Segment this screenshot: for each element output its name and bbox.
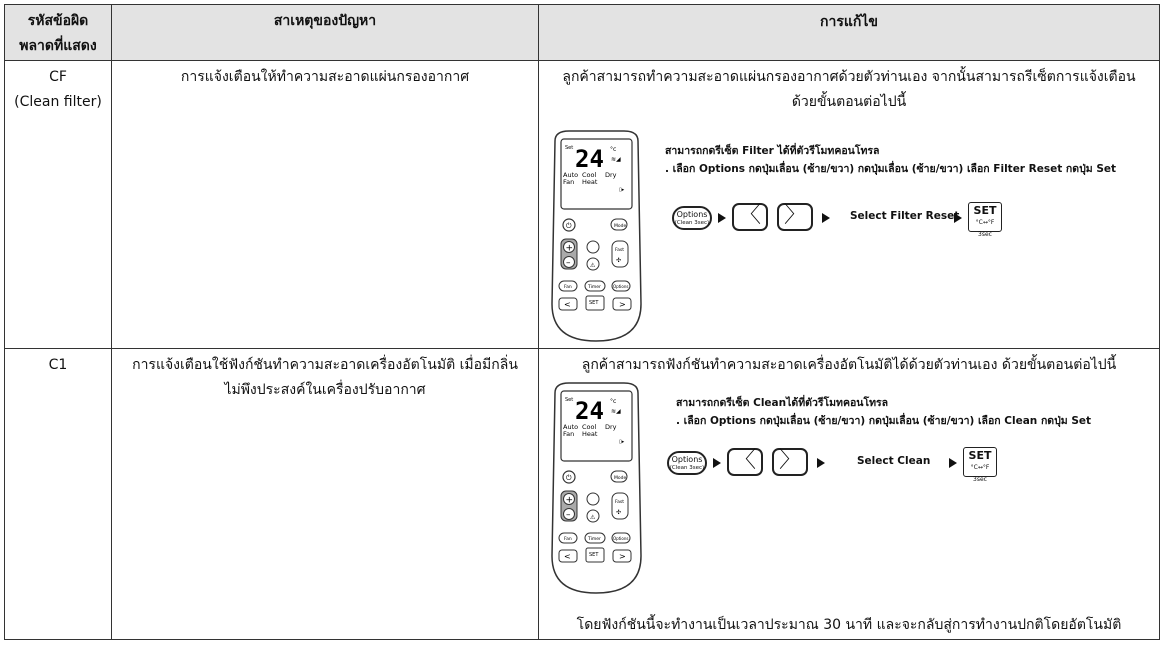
set-button-label: SET bbox=[589, 552, 599, 558]
screen-mode-cool: Cool bbox=[582, 171, 597, 179]
screen-mode-heat: Heat bbox=[582, 178, 598, 186]
footnote-text: โดยฟังก์ชันนี้จะทำงานเป็นเวลาประมาณ 30 นาที และจะกลับสู่การทำงานปกติโดยอัตโนมัติ bbox=[576, 617, 1122, 633]
screen-temperature: 24 bbox=[575, 397, 604, 425]
header-code bbox=[5, 5, 112, 61]
left-nav-button-illustration: 〈 bbox=[732, 203, 768, 231]
code-cell bbox=[5, 349, 112, 640]
header-code-line1: รหัสข้อผิด bbox=[27, 13, 89, 29]
screen-mode-fan: Fan bbox=[563, 178, 575, 186]
instruction-line1: สามารถกดรีเซ็ต Filter ได้ที่ตัวรีโมทคอนโทรล bbox=[665, 145, 880, 157]
arrow-right-icon bbox=[713, 458, 721, 468]
remote-mode-label: Mode bbox=[614, 224, 627, 229]
set-button-illustration bbox=[963, 447, 997, 483]
set-label: SET bbox=[973, 204, 997, 217]
options-button-label: Options bbox=[613, 536, 629, 541]
screen-indicator-icon: ▯▸ bbox=[619, 439, 625, 445]
set-label: SET bbox=[968, 449, 992, 462]
power-symbol-icon: ⏻ bbox=[566, 222, 572, 230]
set-button-illustration bbox=[968, 202, 1002, 238]
power-symbol-icon: ⏻ bbox=[566, 474, 572, 482]
options-label: Options bbox=[671, 455, 703, 464]
plus-icon: + bbox=[565, 495, 574, 506]
code-cell bbox=[5, 61, 112, 349]
timer-button-label: Timer bbox=[588, 285, 601, 290]
set-button-label: SET bbox=[589, 300, 599, 306]
options-button-illustration bbox=[672, 206, 712, 230]
cause-cell bbox=[112, 61, 539, 349]
instruction-line1: สามารถกดรีเซ็ต Cleanได้ที่ตัวรีโมทคอนโทรล bbox=[676, 397, 889, 409]
header-fix bbox=[539, 5, 1160, 61]
error-code: C1 bbox=[48, 357, 68, 373]
arrow-right-icon bbox=[949, 458, 957, 468]
header-cause-label: สาเหตุของปัญหา bbox=[273, 13, 377, 29]
instruction-block bbox=[676, 394, 1091, 430]
screen-mode-dry: Dry bbox=[605, 423, 617, 431]
plus-icon: + bbox=[565, 243, 574, 254]
chevron-right-icon: > bbox=[619, 300, 626, 309]
left-nav-button-illustration: 〈 bbox=[727, 448, 763, 476]
header-code-line2: พลาดที่แสดง bbox=[19, 38, 97, 54]
fan-speed-icon: ≋◢ bbox=[611, 156, 621, 163]
fan-button-label: Fan bbox=[564, 285, 572, 290]
swing-button-icon bbox=[587, 493, 599, 505]
cause-cell bbox=[112, 349, 539, 640]
fix-text-line2: ด้วยขั้นตอนต่อไปนี้ bbox=[791, 94, 907, 110]
screen-mode-auto: Auto bbox=[563, 171, 579, 179]
header-row bbox=[5, 5, 1160, 61]
cause-text: การแจ้งเตือนให้ทำความสะอาดแผ่นกรองอากาศ bbox=[180, 69, 470, 85]
fan-button-label: Fan bbox=[564, 537, 572, 542]
warning-icon: ⚠ bbox=[590, 514, 596, 521]
fan-icon: ✣ bbox=[616, 509, 622, 516]
screen-set-label: Set bbox=[565, 145, 574, 151]
table-row bbox=[5, 61, 1160, 349]
right-nav-button-illustration: 〉 bbox=[772, 448, 808, 476]
screen-mode-heat: Heat bbox=[582, 430, 598, 438]
instruction-block bbox=[665, 142, 1116, 178]
set-sub-label: °C↔°F 3sec bbox=[975, 219, 995, 238]
minus-icon: – bbox=[566, 258, 571, 268]
set-sub-label: °C↔°F 3sec bbox=[970, 464, 990, 483]
options-button-illustration bbox=[667, 451, 707, 475]
fan-speed-icon: ≋◢ bbox=[611, 408, 621, 415]
arrow-right-icon bbox=[817, 458, 825, 468]
remote-control-illustration bbox=[549, 129, 644, 343]
error-code-sub: (Clean filter) bbox=[14, 94, 102, 110]
timer-button-label: Timer bbox=[588, 537, 601, 542]
fast-button-label: Fast bbox=[615, 500, 625, 505]
error-code: CF bbox=[49, 69, 67, 85]
table-row bbox=[5, 349, 1160, 640]
screen-temperature: 24 bbox=[575, 145, 604, 173]
remote-mode-label: Mode bbox=[614, 476, 627, 481]
screen-mode-dry: Dry bbox=[605, 171, 617, 179]
fan-icon: ✣ bbox=[616, 257, 622, 264]
screen-indicator-icon: ▯▸ bbox=[619, 187, 625, 193]
fix-cell bbox=[539, 61, 1160, 349]
chevron-left-icon: < bbox=[564, 300, 571, 309]
remote-control-illustration bbox=[549, 381, 644, 595]
button-sequence bbox=[672, 202, 1022, 238]
screen-unit: °c bbox=[610, 146, 617, 153]
options-sub-label: (Clean 3sec) bbox=[669, 465, 705, 471]
chevron-right-icon: > bbox=[619, 552, 626, 561]
swing-button-icon bbox=[587, 241, 599, 253]
minus-icon: – bbox=[566, 510, 571, 520]
options-sub-label: (Clean 3sec) bbox=[674, 220, 710, 226]
chevron-left-icon: < bbox=[564, 552, 571, 561]
screen-mode-fan: Fan bbox=[563, 430, 575, 438]
screen-mode-cool: Cool bbox=[582, 423, 597, 431]
screen-unit: °c bbox=[610, 398, 617, 405]
fix-text-line1: ลูกค้าสามารถทำความสะอาดแผ่นกรองอากาศด้วยตัวท่านเอง จากนั้นสามารถรีเซ็ตการแจ้งเตือน bbox=[562, 69, 1136, 85]
options-button-label: Options bbox=[613, 284, 629, 289]
fix-cell bbox=[539, 349, 1160, 640]
button-sequence bbox=[667, 447, 1017, 483]
instruction-line2: . เลือก Options กดปุ่มเลื่อน (ซ้าย/ขวา) กดปุ่มเลื่อน (ซ้าย/ขวา) เลือก Clean กดปุ่ม Set bbox=[676, 415, 1092, 427]
cause-text-line2: ไม่พึงประสงค์ในเครื่องปรับอากาศ bbox=[224, 382, 426, 398]
options-label: Options bbox=[676, 210, 708, 219]
screen-mode-auto: Auto bbox=[563, 423, 579, 431]
instruction-line2: . เลือก Options กดปุ่มเลื่อน (ซ้าย/ขวา) กดปุ่มเลื่อน (ซ้าย/ขวา) เลือก Filter Reset กดปุ่ม Set bbox=[665, 163, 1117, 175]
fast-button-label: Fast bbox=[615, 248, 625, 253]
screen-set-label: Set bbox=[565, 397, 574, 403]
select-step-text: Select Filter Reset bbox=[850, 210, 960, 222]
error-code-table bbox=[4, 4, 1160, 640]
arrow-right-icon bbox=[954, 213, 962, 223]
header-cause bbox=[112, 5, 539, 61]
select-step-text: Select Clean bbox=[857, 455, 931, 467]
cause-text-line1: การแจ้งเตือนใช้ฟังก์ชันทำความสะอาดเครื่องอัตโนมัติ เมื่อมีกลิ่น bbox=[132, 357, 518, 373]
arrow-right-icon bbox=[822, 213, 830, 223]
arrow-right-icon bbox=[718, 213, 726, 223]
fix-text-line1: ลูกค้าสามารถฟังก์ชันทำความสะอาดเครื่องอัตโนมัติได้ด้วยตัวท่านเอง ด้วยขั้นตอนต่อไปนี้ bbox=[581, 357, 1117, 373]
warning-icon: ⚠ bbox=[590, 262, 596, 269]
header-fix-label: การแก้ไข bbox=[820, 14, 878, 30]
right-nav-button-illustration: 〉 bbox=[777, 203, 813, 231]
